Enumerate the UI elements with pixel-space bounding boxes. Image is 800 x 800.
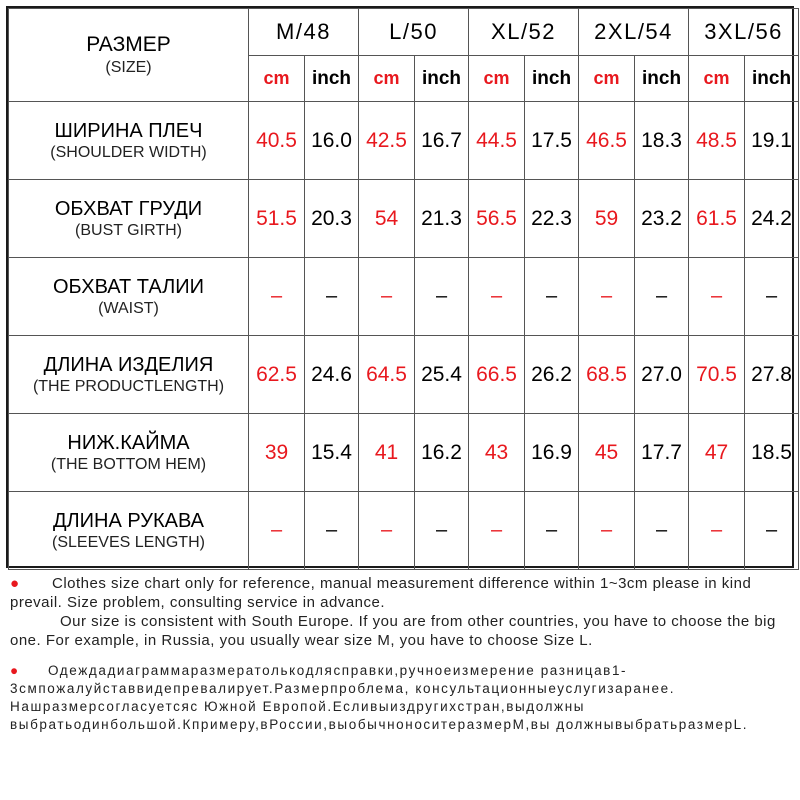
note-ru-line1: Одеждадиаграммаразмератолькодляcправки,ручноеизмерение разницав1-3смпожалуйставвидепревалирует.Размерпроблема, консультационныеуслугизаранее. [10, 663, 676, 696]
value-cm: – [469, 492, 525, 570]
row-label-ru: НИЖ.КАЙМА [67, 431, 190, 454]
size-2xl: 2XL/54 [579, 9, 689, 56]
row-label-en: (SLEEVES LENGTH) [52, 533, 205, 551]
row-label-cell [9, 492, 249, 570]
value-cm: – [689, 492, 745, 570]
unit-cm: cm [359, 56, 415, 102]
value-inch: – [525, 258, 579, 336]
value-cm: 64.5 [359, 336, 415, 414]
measurement-row [9, 102, 799, 180]
value-cm: 41 [359, 414, 415, 492]
note-ru [10, 662, 790, 734]
size-subtitle: (SIZE) [105, 59, 152, 76]
measurement-row [9, 258, 799, 336]
value-cm: 40.5 [249, 102, 305, 180]
value-inch: 16.2 [415, 414, 469, 492]
measurement-rows [9, 102, 799, 570]
unit-inch: inch [305, 56, 359, 102]
size-table [8, 8, 799, 570]
note-ru-1 [10, 662, 790, 698]
row-label-cell [9, 336, 249, 414]
size-header-row [9, 9, 799, 56]
value-inch: 21.3 [415, 180, 469, 258]
value-inch: 25.4 [415, 336, 469, 414]
value-inch: – [305, 492, 359, 570]
value-cm: 44.5 [469, 102, 525, 180]
size-xl: XL/52 [469, 9, 579, 56]
row-label-en: (THE BOTTOM HEM) [50, 455, 207, 473]
measurement-row [9, 414, 799, 492]
value-cm: – [579, 258, 635, 336]
value-inch: 22.3 [525, 180, 579, 258]
value-inch: 18.5 [745, 414, 799, 492]
size-chart [6, 6, 794, 568]
value-inch: 18.3 [635, 102, 689, 180]
value-cm: – [249, 492, 305, 570]
value-cm: 59 [579, 180, 635, 258]
value-inch: 27.0 [635, 336, 689, 414]
value-cm: – [249, 258, 305, 336]
value-inch: 17.7 [635, 414, 689, 492]
measurement-row [9, 336, 799, 414]
note-en-line2: Our size is consistent with South Europe. If you are from other countries, you have to choose the big one. For example, in Russia, you usually wear size M, you have to choose Size L. [10, 613, 776, 649]
bullet-icon: ● [10, 575, 20, 592]
value-cm: – [359, 492, 415, 570]
value-inch: 16.9 [525, 414, 579, 492]
value-cm: – [359, 258, 415, 336]
value-cm: 42.5 [359, 102, 415, 180]
row-label-ru: ОБХВАТ ТАЛИИ [52, 275, 204, 298]
value-cm: – [579, 492, 635, 570]
value-cm: 51.5 [249, 180, 305, 258]
row-label-ru: ДЛИНА РУКАВА [53, 509, 204, 532]
unit-inch: inch [415, 56, 469, 102]
size-m: M/48 [249, 9, 359, 56]
row-label-ru: ШИРИНА ПЛЕЧ [54, 119, 203, 142]
size-header-cell [9, 9, 249, 102]
value-inch: – [415, 492, 469, 570]
note-en-2 [10, 612, 790, 650]
row-label-cell [9, 180, 249, 258]
value-cm: 66.5 [469, 336, 525, 414]
value-cm: – [689, 258, 745, 336]
value-cm: 56.5 [469, 180, 525, 258]
measurement-row [9, 492, 799, 570]
note-en-line1: Clothes size chart only for reference, manual measurement difference within 1~3cm please in kind prevail. Size problem, consulting service in advance. [10, 575, 752, 611]
unit-inch: inch [635, 56, 689, 102]
value-cm: 62.5 [249, 336, 305, 414]
size-title: РАЗМЕР [86, 33, 171, 56]
value-inch: 23.2 [635, 180, 689, 258]
value-inch: – [745, 258, 799, 336]
unit-cm: cm [249, 56, 305, 102]
value-inch: 16.0 [305, 102, 359, 180]
note-ru-line2: Нашразмерсогласуетсяс Южной Европой.Есливыиздругихстран,выдолжны выбратьодинбольшой.Кпримеру,вРоссии,выобычноноситеразмерM,вы должнывыбратьразмерL. [10, 699, 749, 732]
value-inch: – [745, 492, 799, 570]
value-cm: 43 [469, 414, 525, 492]
unit-cm: cm [689, 56, 745, 102]
value-inch: – [525, 492, 579, 570]
value-cm: 39 [249, 414, 305, 492]
value-inch: 16.7 [415, 102, 469, 180]
value-inch: – [635, 258, 689, 336]
row-label-cell [9, 414, 249, 492]
value-inch: 24.2 [745, 180, 799, 258]
notes-section [10, 574, 790, 734]
value-inch: – [635, 492, 689, 570]
bullet-icon: ● [10, 663, 20, 678]
value-cm: 68.5 [579, 336, 635, 414]
row-label-en: (WAIST) [98, 299, 159, 317]
value-inch: 24.6 [305, 336, 359, 414]
value-cm: 54 [359, 180, 415, 258]
value-cm: 61.5 [689, 180, 745, 258]
value-inch: – [305, 258, 359, 336]
row-label-cell [9, 258, 249, 336]
row-label-en: (BUST GIRTH) [75, 221, 182, 239]
unit-inch: inch [745, 56, 799, 102]
value-cm: 45 [579, 414, 635, 492]
row-label-en: (SHOULDER WIDTH) [50, 143, 207, 161]
value-inch: – [415, 258, 469, 336]
unit-cm: cm [579, 56, 635, 102]
size-l: L/50 [359, 9, 469, 56]
size-3xl: 3XL/56 [689, 9, 799, 56]
value-inch: 20.3 [305, 180, 359, 258]
measurement-row [9, 180, 799, 258]
unit-inch: inch [525, 56, 579, 102]
value-inch: 17.5 [525, 102, 579, 180]
unit-cm: cm [469, 56, 525, 102]
value-cm: – [469, 258, 525, 336]
row-label-ru: ДЛИНА ИЗДЕЛИЯ [43, 353, 214, 376]
note-en-1 [10, 574, 790, 612]
value-inch: 26.2 [525, 336, 579, 414]
value-cm: 48.5 [689, 102, 745, 180]
value-cm: 47 [689, 414, 745, 492]
value-cm: 70.5 [689, 336, 745, 414]
value-inch: 27.8 [745, 336, 799, 414]
row-label-ru: ОБХВАТ ГРУДИ [54, 197, 203, 220]
value-inch: 19.1 [745, 102, 799, 180]
value-inch: 15.4 [305, 414, 359, 492]
note-ru-2 [10, 698, 790, 734]
value-cm: 46.5 [579, 102, 635, 180]
row-label-en: (THE PRODUCTLENGTH) [32, 377, 225, 395]
row-label-cell [9, 102, 249, 180]
